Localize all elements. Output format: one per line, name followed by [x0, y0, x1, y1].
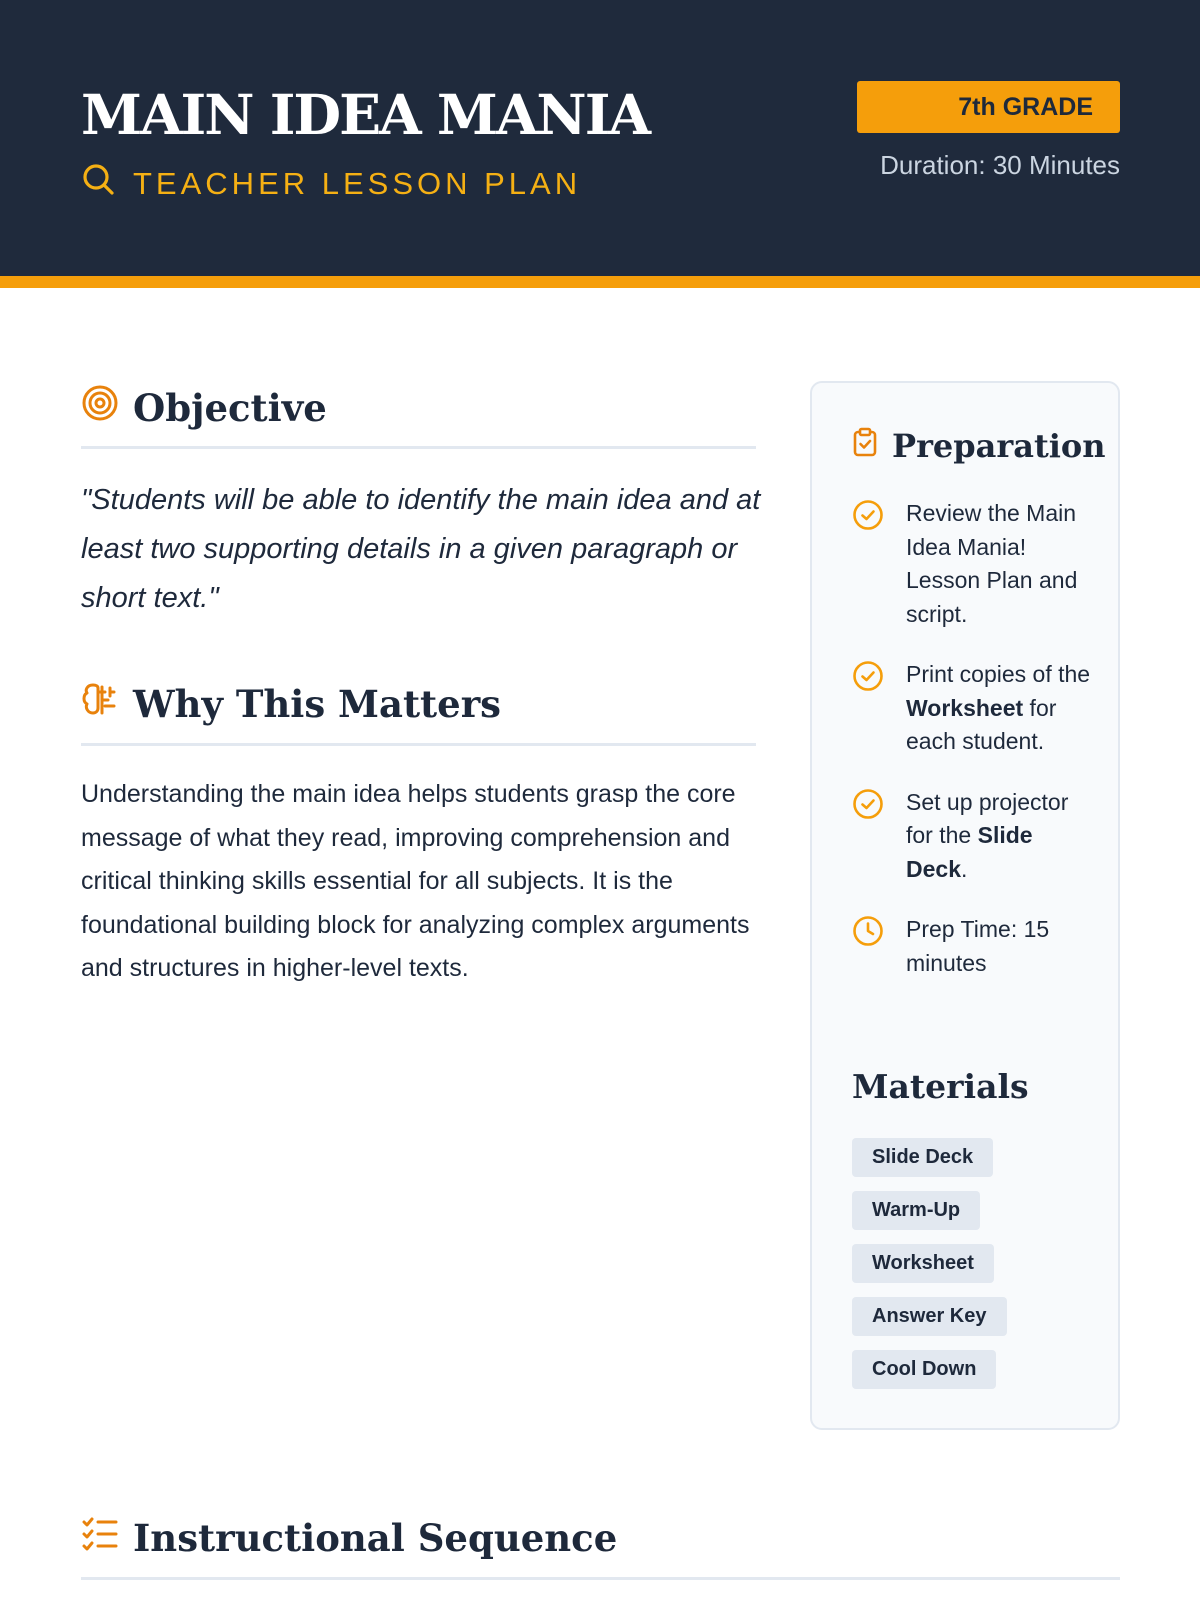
preparation-item: [852, 497, 1092, 631]
sequence-divider: [81, 1577, 1120, 1580]
material-tag-cool-down: Cool Down: [852, 1350, 996, 1389]
preparation-card: [810, 381, 1120, 1430]
sequence-heading: [81, 1514, 617, 1561]
preparation-item: [852, 786, 1092, 887]
slide-deck-emphasis: Slide Deck: [906, 822, 1033, 882]
target-icon: [81, 384, 119, 431]
check-circle-icon: [852, 499, 884, 531]
preparation-item-text: Set up projector for the Slide Deck.: [906, 788, 1069, 882]
why-heading-text: Why This Matters: [133, 681, 502, 726]
preparation-item-text: Review the Main Idea Mania! Lesson Plan and script.: [906, 500, 1078, 627]
duration-text: Duration: 30 Minutes: [880, 150, 1120, 180]
objective-heading: [81, 384, 327, 431]
check-circle-icon: [852, 788, 884, 820]
preparation-heading: [852, 427, 1106, 465]
objective-text: "Students will be able to identify the main idea and at least two supporting details in a given paragraph or short text.": [81, 484, 761, 614]
preparation-item: [852, 913, 1092, 980]
preparation-item-text: Print copies of the Worksheet for each student.: [906, 661, 1091, 754]
why-text: Understanding the main idea helps students grasp the core message of what they read, improving comprehension and critical thinking skills essential for all subjects. It is the foundational building block for analyzing complex arguments and structures in higher-level texts.: [81, 780, 750, 982]
brain-icon: [81, 680, 119, 727]
objective-heading-text: Objective: [133, 385, 327, 430]
worksheet-emphasis: Worksheet: [906, 694, 1024, 721]
material-tag-answer-key: Answer Key: [852, 1297, 1007, 1336]
why-divider: [81, 743, 756, 746]
clipboard-check-icon: [852, 427, 878, 465]
why-heading: [81, 680, 501, 727]
prep-time-text: Prep Time: 15 minutes: [906, 916, 1050, 976]
objective-divider: [81, 446, 756, 449]
search-icon: [81, 162, 117, 206]
material-tag-warm-up: Warm-Up: [852, 1191, 980, 1230]
sequence-heading-text: Instructional Sequence: [133, 1515, 618, 1560]
material-tag-worksheet: Worksheet: [852, 1244, 994, 1283]
preparation-item: [852, 658, 1092, 759]
grade-badge: 7th GRADE: [857, 81, 1120, 133]
page-subtitle: [81, 164, 581, 204]
check-circle-icon: [852, 660, 884, 692]
materials-list: [852, 1138, 1007, 1403]
material-tag-slide-deck: Slide Deck: [852, 1138, 993, 1177]
preparation-heading-text: Preparation: [892, 427, 1106, 465]
list-check-icon: [81, 1514, 119, 1561]
preparation-list: [852, 497, 1092, 1007]
clock-icon: [852, 915, 884, 947]
materials-heading: Materials: [852, 1067, 1029, 1106]
page-title: MAIN IDEA MANIA: [81, 82, 650, 147]
lesson-header: [0, 0, 1200, 288]
subtitle-text: TEACHER LESSON PLAN: [133, 166, 582, 201]
